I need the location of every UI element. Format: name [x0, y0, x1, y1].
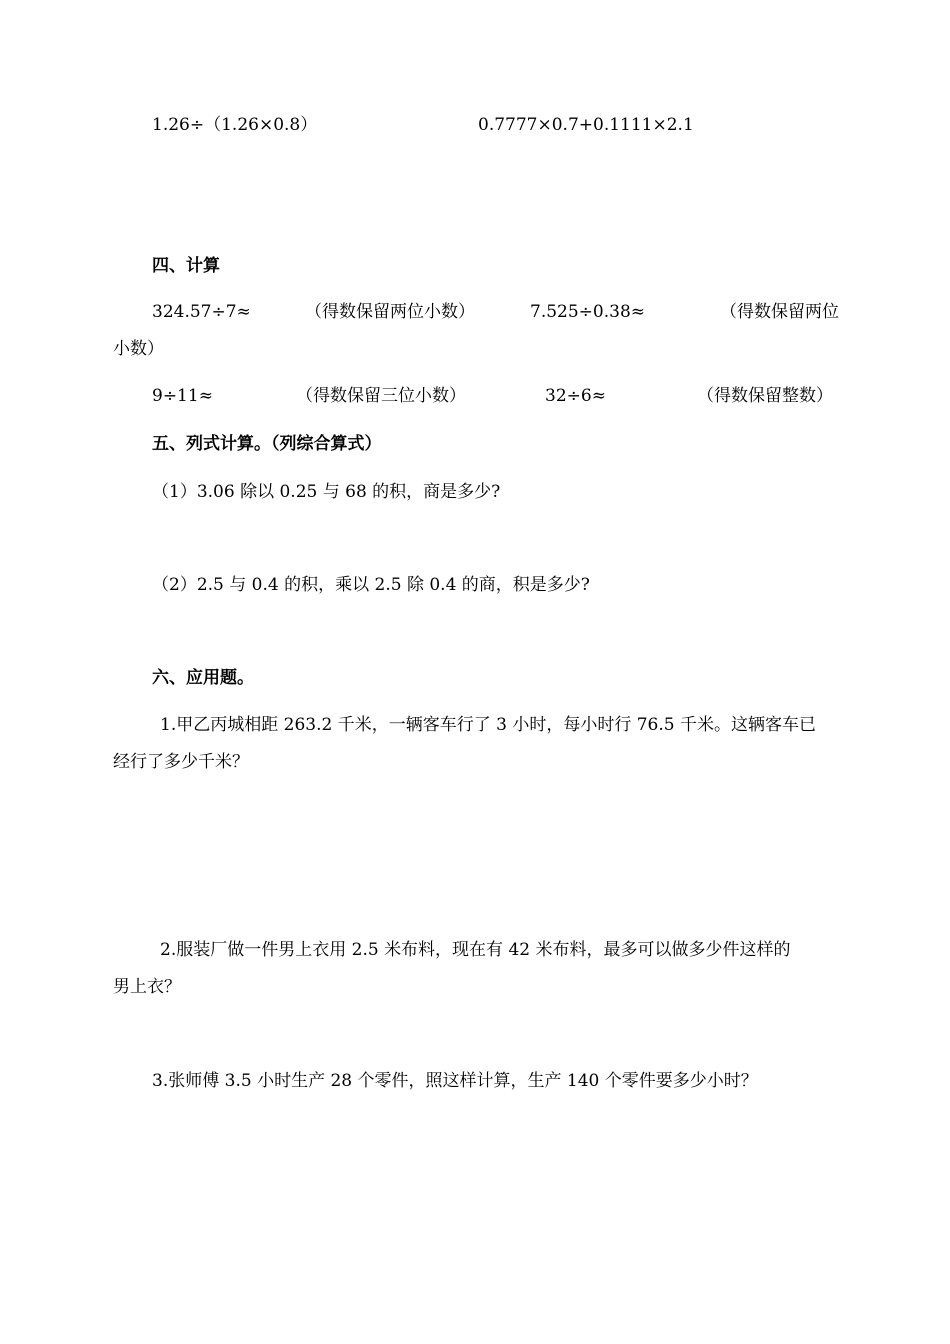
- calc-item-2-note-continued: 小数）: [113, 339, 164, 359]
- calc-item-1-expression: 324.57÷7≈: [152, 302, 251, 322]
- expression-right: 0.7777×0.7+0.1111×2.1: [478, 115, 694, 135]
- expression-left: 1.26÷（1.26×0.8）: [152, 115, 318, 135]
- calc-item-1-note: （得数保留两位小数）: [305, 302, 475, 322]
- word-problem-2-line-2: 男上衣？: [113, 977, 181, 997]
- calc-item-4-expression: 32÷6≈: [545, 386, 606, 406]
- word-problem-1-line-2: 经行了多少千米？: [113, 752, 249, 772]
- calc-item-3-expression: 9÷11≈: [152, 386, 213, 406]
- section-heading-word-problems: 六、应用题。: [152, 668, 254, 688]
- calc-item-2-expression: 7.525÷0.38≈: [530, 302, 646, 322]
- formula-question-1: （1）3.06 除以 0.25 与 68 的积，商是多少?: [152, 482, 501, 502]
- calc-item-4-note: （得数保留整数）: [697, 386, 833, 406]
- calc-item-3-note: （得数保留三位小数）: [296, 386, 466, 406]
- section-heading-formula: 五、列式计算。（列综合算式）: [152, 434, 382, 454]
- section-heading-calculate: 四、计算: [152, 256, 220, 276]
- formula-question-2: （2）2.5 与 0.4 的积，乘以 2.5 除 0.4 的商，积是多少?: [152, 575, 590, 595]
- word-problem-1-line-1: 1.甲乙丙城相距 263.2 千米，一辆客车行了 3 小时，每小时行 76.5 千米。这辆客车已: [160, 715, 816, 735]
- calc-item-2-note: （得数保留两位: [720, 302, 839, 322]
- word-problem-2-line-1: 2.服装厂做一件男上衣用 2.5 米布料，现在有 42 米布料，最多可以做多少件这样的: [160, 940, 791, 960]
- word-problem-3: 3.张师傅 3.5 小时生产 28 个零件，照这样计算，生产 140 个零件要多少小时？: [152, 1071, 758, 1091]
